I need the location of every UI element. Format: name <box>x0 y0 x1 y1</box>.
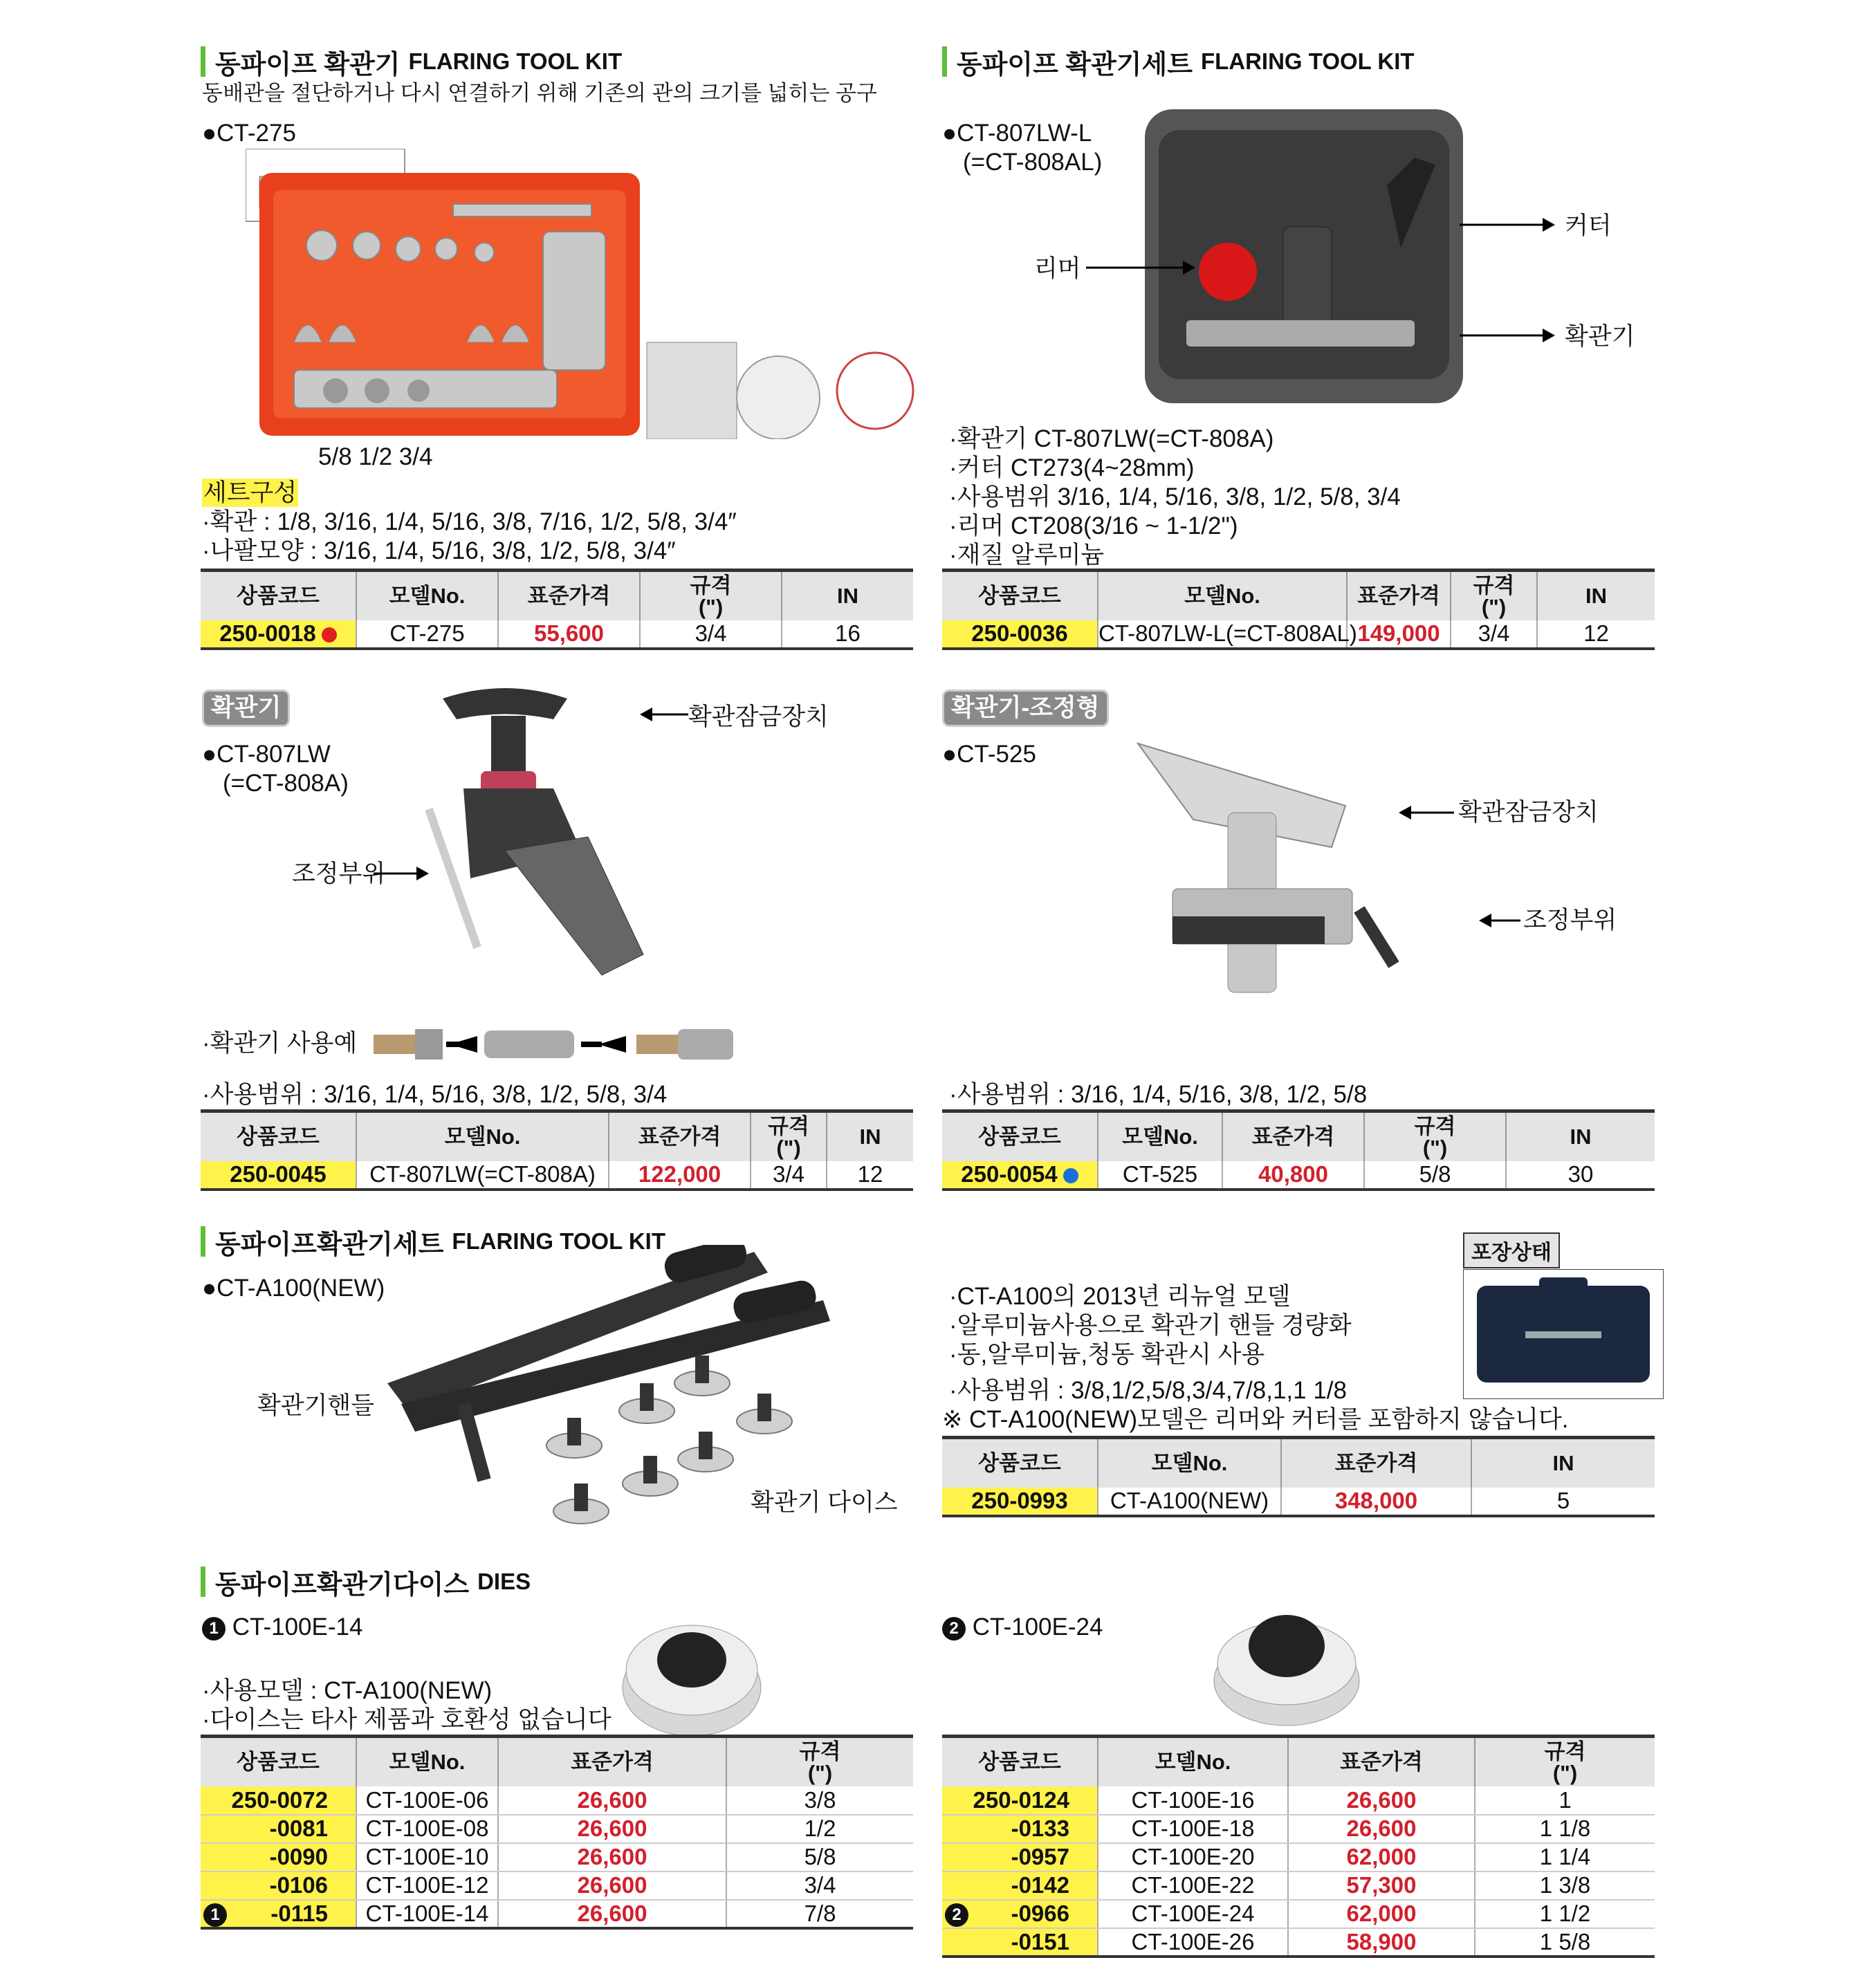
col-code: 상품코드 <box>942 571 1098 620</box>
arrow-right-icon <box>1086 257 1197 278</box>
model-no: CT-275 <box>356 620 498 649</box>
in-qty: 30 <box>1506 1161 1655 1190</box>
die-image-1 <box>619 1605 764 1743</box>
model-label-1: 1 CT-100E-14 <box>202 1613 362 1641</box>
spec: 3/8 <box>726 1786 913 1815</box>
spec: 5/8 <box>1364 1161 1506 1190</box>
adjust-label: 조정부위 <box>1523 907 1617 934</box>
model-label: ●CT-807LW <box>202 741 331 768</box>
product-code: 250-0124 <box>942 1786 1098 1815</box>
adjust-label: 조정부위 <box>292 860 386 887</box>
col-in: IN <box>1471 1438 1655 1488</box>
product-code: -0133 <box>942 1815 1098 1843</box>
col-model: 모델No. <box>1098 1111 1222 1161</box>
table-row <box>942 1488 1655 1516</box>
category-pill: 확관기 <box>202 690 290 727</box>
product-code: -0081 <box>201 1815 356 1843</box>
flare-label: 확관기 <box>1565 323 1635 350</box>
table-row <box>942 1161 1655 1190</box>
col-model: 모델No. <box>356 1111 609 1161</box>
die-table-2 <box>942 1735 1655 1958</box>
usage-example-image <box>374 1025 761 1064</box>
set-label: 세트구성 <box>203 479 297 506</box>
number-1-icon: 1 <box>203 1903 227 1927</box>
die-table-1 <box>201 1735 913 1930</box>
spec: 1/2 <box>726 1815 913 1843</box>
flaring-tool-kit-image <box>246 149 923 439</box>
spec: 3/4 <box>726 1871 913 1900</box>
blue-dot-icon <box>1063 1168 1078 1183</box>
product-table-ct807lwl <box>942 569 1655 650</box>
model-no: CT-100E-12 <box>356 1871 498 1900</box>
product-code: -0090 <box>201 1843 356 1871</box>
col-model: 모델No. <box>1098 571 1347 620</box>
spec: 1 1/2 <box>1475 1900 1655 1928</box>
table-row <box>201 1161 913 1190</box>
product-code: 250-0072 <box>201 1786 356 1815</box>
spec: 5/8 <box>726 1843 913 1871</box>
price: 26,600 <box>498 1871 726 1900</box>
green-bar-icon <box>201 1226 205 1257</box>
product-code: 250-0036 <box>942 620 1098 649</box>
col-code: 상품코드 <box>201 571 356 620</box>
table-row <box>201 1815 913 1843</box>
model-no: CT-100E-08 <box>356 1815 498 1843</box>
bullet-3: ·사용범위 3/16, 1/4, 5/16, 3/8, 1/2, 5/8, 3/4 <box>949 483 1401 510</box>
product-code: -0106 <box>201 1871 356 1900</box>
model-label: ●CT-275 <box>202 120 296 147</box>
product-code: -0151 <box>942 1928 1098 1957</box>
col-spec: 규격 (") <box>726 1737 913 1786</box>
col-model: 모델No. <box>356 1737 498 1786</box>
table-row <box>942 1843 1655 1871</box>
price: 26,600 <box>498 1815 726 1843</box>
col-spec: 규격 (") <box>1475 1737 1655 1786</box>
in-qty: 12 <box>827 1161 913 1190</box>
category-pill: 확관기-조정형 <box>942 690 1109 727</box>
table-row <box>942 1900 1655 1928</box>
col-model: 모델No. <box>356 571 498 620</box>
col-spec: 규격 (") <box>640 571 782 620</box>
model-no: CT-525 <box>1098 1161 1222 1190</box>
packaging-label: 포장상태 <box>1463 1232 1560 1268</box>
model-label: ●CT-A100(NEW) <box>202 1275 385 1302</box>
model-no: CT-A100(NEW) <box>1098 1488 1281 1516</box>
table-row <box>201 1900 913 1928</box>
spec: 3/4 <box>751 1161 827 1190</box>
table-row <box>942 1815 1655 1843</box>
number-2-icon: 2 <box>942 1617 966 1640</box>
col-spec: 규격 (") <box>1451 571 1537 620</box>
model-no: CT-100E-26 <box>1098 1928 1288 1957</box>
price: 149,000 <box>1347 620 1451 649</box>
arrow-right-icon <box>1460 325 1556 346</box>
price: 348,000 <box>1281 1488 1471 1516</box>
in-qty: 12 <box>1537 620 1655 649</box>
set-line-2: ·나팔모양 : 3/16, 1/4, 5/16, 3/8, 1/2, 5/8, 3/4″ <box>202 537 676 564</box>
arrow-right-icon <box>374 863 429 884</box>
col-spec: 규격 (") <box>1364 1111 1506 1161</box>
in-qty: 5 <box>1471 1488 1655 1516</box>
product-table-ct525 <box>942 1109 1655 1191</box>
dies-label: 확관기 다이스 <box>751 1489 898 1516</box>
product-code: 1 -0115 <box>201 1900 356 1928</box>
spec: 3/4 <box>640 620 782 649</box>
price: 26,600 <box>498 1786 726 1815</box>
price: 26,600 <box>1288 1815 1475 1843</box>
spec: 1 1/8 <box>1475 1815 1655 1843</box>
col-in: IN <box>1506 1111 1655 1161</box>
spec: 1 <box>1475 1786 1655 1815</box>
arrow-left-icon <box>1479 910 1520 931</box>
bullet-2: ·알루미늄사용으로 확관기 핸들 경량화 <box>949 1312 1352 1339</box>
product-code: 250-0045 <box>201 1161 356 1190</box>
section-title-dies: 동파이프확관기다이스 DIES <box>201 1564 531 1599</box>
model-alt-label: (=CT-808AL) <box>963 149 1103 176</box>
col-code: 상품코드 <box>201 1111 356 1161</box>
model-no: CT-100E-18 <box>1098 1815 1288 1843</box>
model-label-2: 2 CT-100E-24 <box>942 1613 1103 1641</box>
bullet-1: ·확관기 CT-807LW(=CT-808A) <box>949 425 1274 452</box>
size-labels: 5/8 1/2 3/4 <box>318 443 433 470</box>
lock-label: 확관잠금장치 <box>1458 799 1599 826</box>
die-bullet-1: ·사용모델 : CT-A100(NEW) <box>202 1677 493 1704</box>
model-no: CT-100E-14 <box>356 1900 498 1928</box>
number-1-icon: 1 <box>202 1617 226 1640</box>
arrow-left-icon <box>1399 802 1454 823</box>
green-bar-icon <box>201 1566 205 1597</box>
col-in: IN <box>782 571 913 620</box>
lock-label: 확관잠금장치 <box>688 703 829 730</box>
price: 40,800 <box>1222 1161 1364 1190</box>
model-no: CT-100E-10 <box>356 1843 498 1871</box>
col-spec: 규격 (") <box>751 1111 827 1161</box>
model-label: ●CT-807LW-L <box>942 120 1092 147</box>
red-dot-icon <box>322 627 337 643</box>
note: ※ CT-A100(NEW)모델은 리머와 커터를 포함하지 않습니다. <box>942 1406 1569 1433</box>
col-model: 모델No. <box>1098 1438 1281 1488</box>
bullet-1: ·CT-A100의 2013년 리뉴얼 모델 <box>949 1283 1291 1310</box>
model-label: ●CT-525 <box>942 741 1036 768</box>
product-code: -0957 <box>942 1843 1098 1871</box>
col-price: 표준가격 <box>498 571 640 620</box>
handle-label: 확관기핸들 <box>257 1392 375 1419</box>
packaging-case-image <box>1463 1269 1664 1399</box>
tool-case-image <box>1145 109 1463 403</box>
col-code: 상품코드 <box>942 1111 1098 1161</box>
col-price: 표준가격 <box>1347 571 1451 620</box>
section-desc: 동배관을 절단하거나 다시 연결하기 위해 기존의 관의 크기를 넓히는 공구 <box>202 81 877 105</box>
spec: 1 5/8 <box>1475 1928 1655 1957</box>
price: 57,300 <box>1288 1871 1475 1900</box>
table-row <box>201 1843 913 1871</box>
spec: 3/4 <box>1451 620 1537 649</box>
product-code: 2 -0966 <box>942 1900 1098 1928</box>
section-title-ct275: 동파이프 확관기 FLARING TOOL KIT <box>201 44 622 79</box>
model-no: CT-100E-16 <box>1098 1786 1288 1815</box>
model-alt-label: (=CT-808A) <box>223 770 349 797</box>
cutter-label: 커터 <box>1565 212 1612 239</box>
col-in: IN <box>827 1111 913 1161</box>
reamer-label: 리머 <box>1034 255 1081 282</box>
col-price: 표준가격 <box>1222 1111 1364 1161</box>
col-code: 상품코드 <box>942 1438 1098 1488</box>
green-bar-icon <box>942 46 947 77</box>
price: 62,000 <box>1288 1843 1475 1871</box>
model-no: CT-100E-22 <box>1098 1871 1288 1900</box>
in-qty: 16 <box>782 620 913 649</box>
flaring-tool-ct525-image <box>1131 737 1442 1013</box>
green-bar-icon <box>201 46 205 77</box>
arrow-right-icon <box>1460 214 1556 235</box>
bullet-4: ·리머 CT208(3/16 ~ 1-1/2") <box>949 512 1238 539</box>
spec: 1 3/8 <box>1475 1871 1655 1900</box>
usage-range: ·사용범위 : 3/16, 1/4, 5/16, 3/8, 1/2, 5/8 <box>949 1081 1368 1108</box>
bullet-2: ·커터 CT273(4~28mm) <box>949 454 1195 481</box>
table-row <box>942 1871 1655 1900</box>
col-in: IN <box>1537 571 1655 620</box>
spec: 7/8 <box>726 1900 913 1928</box>
product-code: 250-0993 <box>942 1488 1098 1516</box>
table-row <box>942 1928 1655 1957</box>
product-table-cta100 <box>942 1436 1655 1517</box>
col-price: 표준가격 <box>1281 1438 1471 1488</box>
die-image-2 <box>1207 1591 1366 1729</box>
set-line-1: ·확관 : 1/8, 3/16, 1/4, 5/16, 3/8, 7/16, 1/2, 5/8, 3/4″ <box>202 508 737 535</box>
arrow-left-icon <box>640 704 688 725</box>
usage-example-label: ·확관기 사용예 <box>202 1030 358 1057</box>
bullet-4: ·사용범위 : 3/8,1/2,5/8,3/4,7/8,1,1 1/8 <box>949 1377 1347 1404</box>
product-table-ct275 <box>201 569 913 650</box>
col-price: 표준가격 <box>609 1111 751 1161</box>
price: 26,600 <box>498 1900 726 1928</box>
product-code: -0142 <box>942 1871 1098 1900</box>
product-code: 250-0054 <box>942 1161 1098 1190</box>
price: 55,600 <box>498 620 640 649</box>
col-model: 모델No. <box>1098 1737 1288 1786</box>
price: 26,600 <box>1288 1786 1475 1815</box>
model-no: CT-100E-24 <box>1098 1900 1288 1928</box>
table-row <box>942 620 1655 649</box>
col-price: 표준가격 <box>498 1737 726 1786</box>
table-row <box>201 620 913 649</box>
die-bullet-2: ·다이스는 타사 제품과 호환성 없습니다 <box>202 1706 611 1733</box>
product-table-ct807lw <box>201 1109 913 1191</box>
col-code: 상품코드 <box>942 1737 1098 1786</box>
table-row <box>942 1786 1655 1815</box>
bullet-3: ·동,알루미늄,청동 확관시 사용 <box>949 1341 1265 1368</box>
table-row <box>201 1786 913 1815</box>
col-price: 표준가격 <box>1288 1737 1475 1786</box>
table-row <box>201 1871 913 1900</box>
price: 58,900 <box>1288 1928 1475 1957</box>
section-title-ct807lwl: 동파이프 확관기세트 FLARING TOOL KIT <box>942 44 1415 79</box>
bullet-5: ·재질 알루미늄 <box>949 542 1105 569</box>
model-no: CT-807LW-L(=CT-808AL) <box>1098 620 1347 649</box>
col-code: 상품코드 <box>201 1737 356 1786</box>
spec: 1 1/4 <box>1475 1843 1655 1871</box>
flaring-tool-ct807lw-image <box>415 685 678 1003</box>
product-code: 250-0018 <box>201 620 356 649</box>
price: 122,000 <box>609 1161 751 1190</box>
model-no: CT-100E-06 <box>356 1786 498 1815</box>
usage-range: ·사용범위 : 3/16, 1/4, 5/16, 3/8, 1/2, 5/8, 3/4 <box>202 1081 668 1108</box>
model-no: CT-807LW(=CT-808A) <box>356 1161 609 1190</box>
section-title-cta100: 동파이프확관기세트 FLARING TOOL KIT <box>201 1224 665 1259</box>
number-2-icon: 2 <box>945 1903 968 1927</box>
price: 62,000 <box>1288 1900 1475 1928</box>
price: 26,600 <box>498 1843 726 1871</box>
model-no: CT-100E-20 <box>1098 1843 1288 1871</box>
